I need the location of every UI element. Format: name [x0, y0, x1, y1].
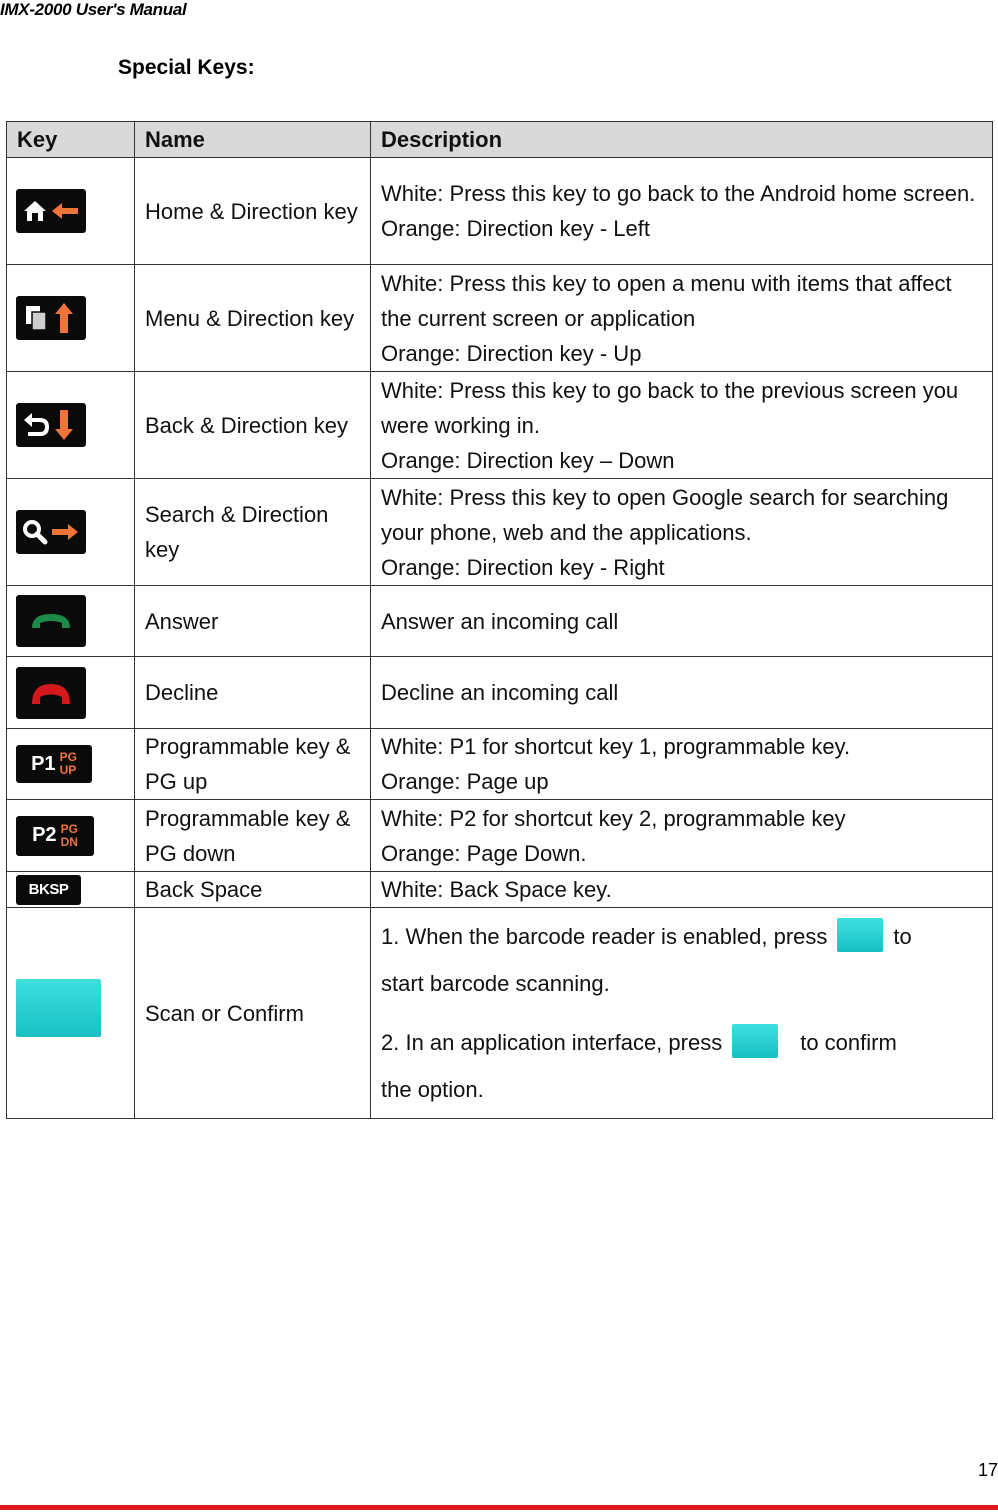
table-row: [7, 729, 993, 800]
key-description-white: White: P1 for shortcut key 1, programmable key.: [381, 734, 851, 759]
special-keys-table: [6, 121, 993, 1119]
key-description-white: White: Press this key to open a menu with items that affect the current screen or application: [381, 270, 952, 331]
key-description-white: White: P2 for shortcut key 2, programmable key: [381, 805, 846, 831]
back-direction-key-icon: [16, 403, 86, 447]
key-name: Decline: [135, 657, 371, 729]
home-direction-key-icon: [16, 189, 86, 233]
footer-rule: [0, 1505, 998, 1510]
table-row: [7, 479, 993, 586]
section-title: Special Keys:: [118, 56, 255, 79]
key-description-orange: Orange: Page up: [381, 769, 549, 794]
key-name: Answer: [135, 586, 371, 657]
p1-pgup-key-icon: P1 PG UP: [16, 745, 92, 783]
scan-description-2: 2. In an application interface, press to confirm: [381, 1019, 982, 1066]
table-row: [7, 872, 993, 908]
table-row: [7, 586, 993, 657]
table-row: [7, 372, 993, 479]
scan-key-inline-icon: [837, 918, 883, 952]
key-name: Back & Direction key: [135, 372, 371, 479]
page-number: 17: [977, 1460, 998, 1480]
doc-header: IMX-2000 User's Manual: [0, 0, 187, 19]
scan-description-2-cont: the option.: [381, 1077, 484, 1102]
table-row: [7, 158, 993, 265]
table-row: [7, 800, 993, 872]
key-name: Programmable key & PG down: [135, 800, 371, 872]
key-description: White: Back Space key.: [381, 877, 612, 902]
search-direction-key-icon: [16, 510, 86, 554]
scan-description-1-cont: start barcode scanning.: [381, 971, 610, 996]
key-description: Answer an incoming call: [381, 608, 619, 634]
key-description-orange: Orange: Page Down.: [381, 840, 587, 866]
key-description-white: White: Press this key to open Google search for searching your phone, web and the applications.: [381, 484, 949, 545]
key-name: Search & Direction key: [135, 479, 371, 586]
key-description-orange: Orange: Direction key – Down: [381, 447, 675, 473]
key-name: Back Space: [135, 872, 371, 908]
key-description: Decline an incoming call: [381, 680, 619, 705]
key-name: Home & Direction key: [135, 158, 371, 265]
key-description-white: White: Press this key to go back to the previous screen you were working in.: [381, 377, 959, 438]
answer-key-icon: [16, 595, 86, 647]
menu-direction-key-icon: [16, 296, 86, 340]
scan-confirm-key-icon: [16, 979, 101, 1037]
column-header-name: Name: [135, 122, 371, 158]
backspace-key-icon: BKSP: [16, 875, 81, 905]
key-description-white: White: Press this key to go back to the Android home screen.: [381, 181, 976, 206]
key-description-orange: Orange: Direction key - Left: [381, 216, 651, 241]
scan-key-inline-icon: [732, 1024, 778, 1058]
key-name: Menu & Direction key: [135, 265, 371, 372]
column-header-description: Description: [371, 122, 993, 158]
key-name: Scan or Confirm: [135, 908, 371, 1119]
p2-pgdn-key-icon: P2 PG DN: [16, 816, 94, 856]
table-header-row: [7, 122, 993, 158]
table-row: [7, 265, 993, 372]
column-header-key: Key: [7, 122, 135, 158]
key-name: Programmable key & PG up: [135, 729, 371, 800]
table-row: [7, 908, 993, 1119]
table-row: [7, 657, 993, 729]
scan-description-1: 1. When the barcode reader is enabled, press to: [381, 913, 982, 960]
key-description-orange: Orange: Direction key - Up: [381, 340, 642, 366]
decline-key-icon: [16, 667, 86, 719]
key-description-orange: Orange: Direction key - Right: [381, 554, 665, 580]
